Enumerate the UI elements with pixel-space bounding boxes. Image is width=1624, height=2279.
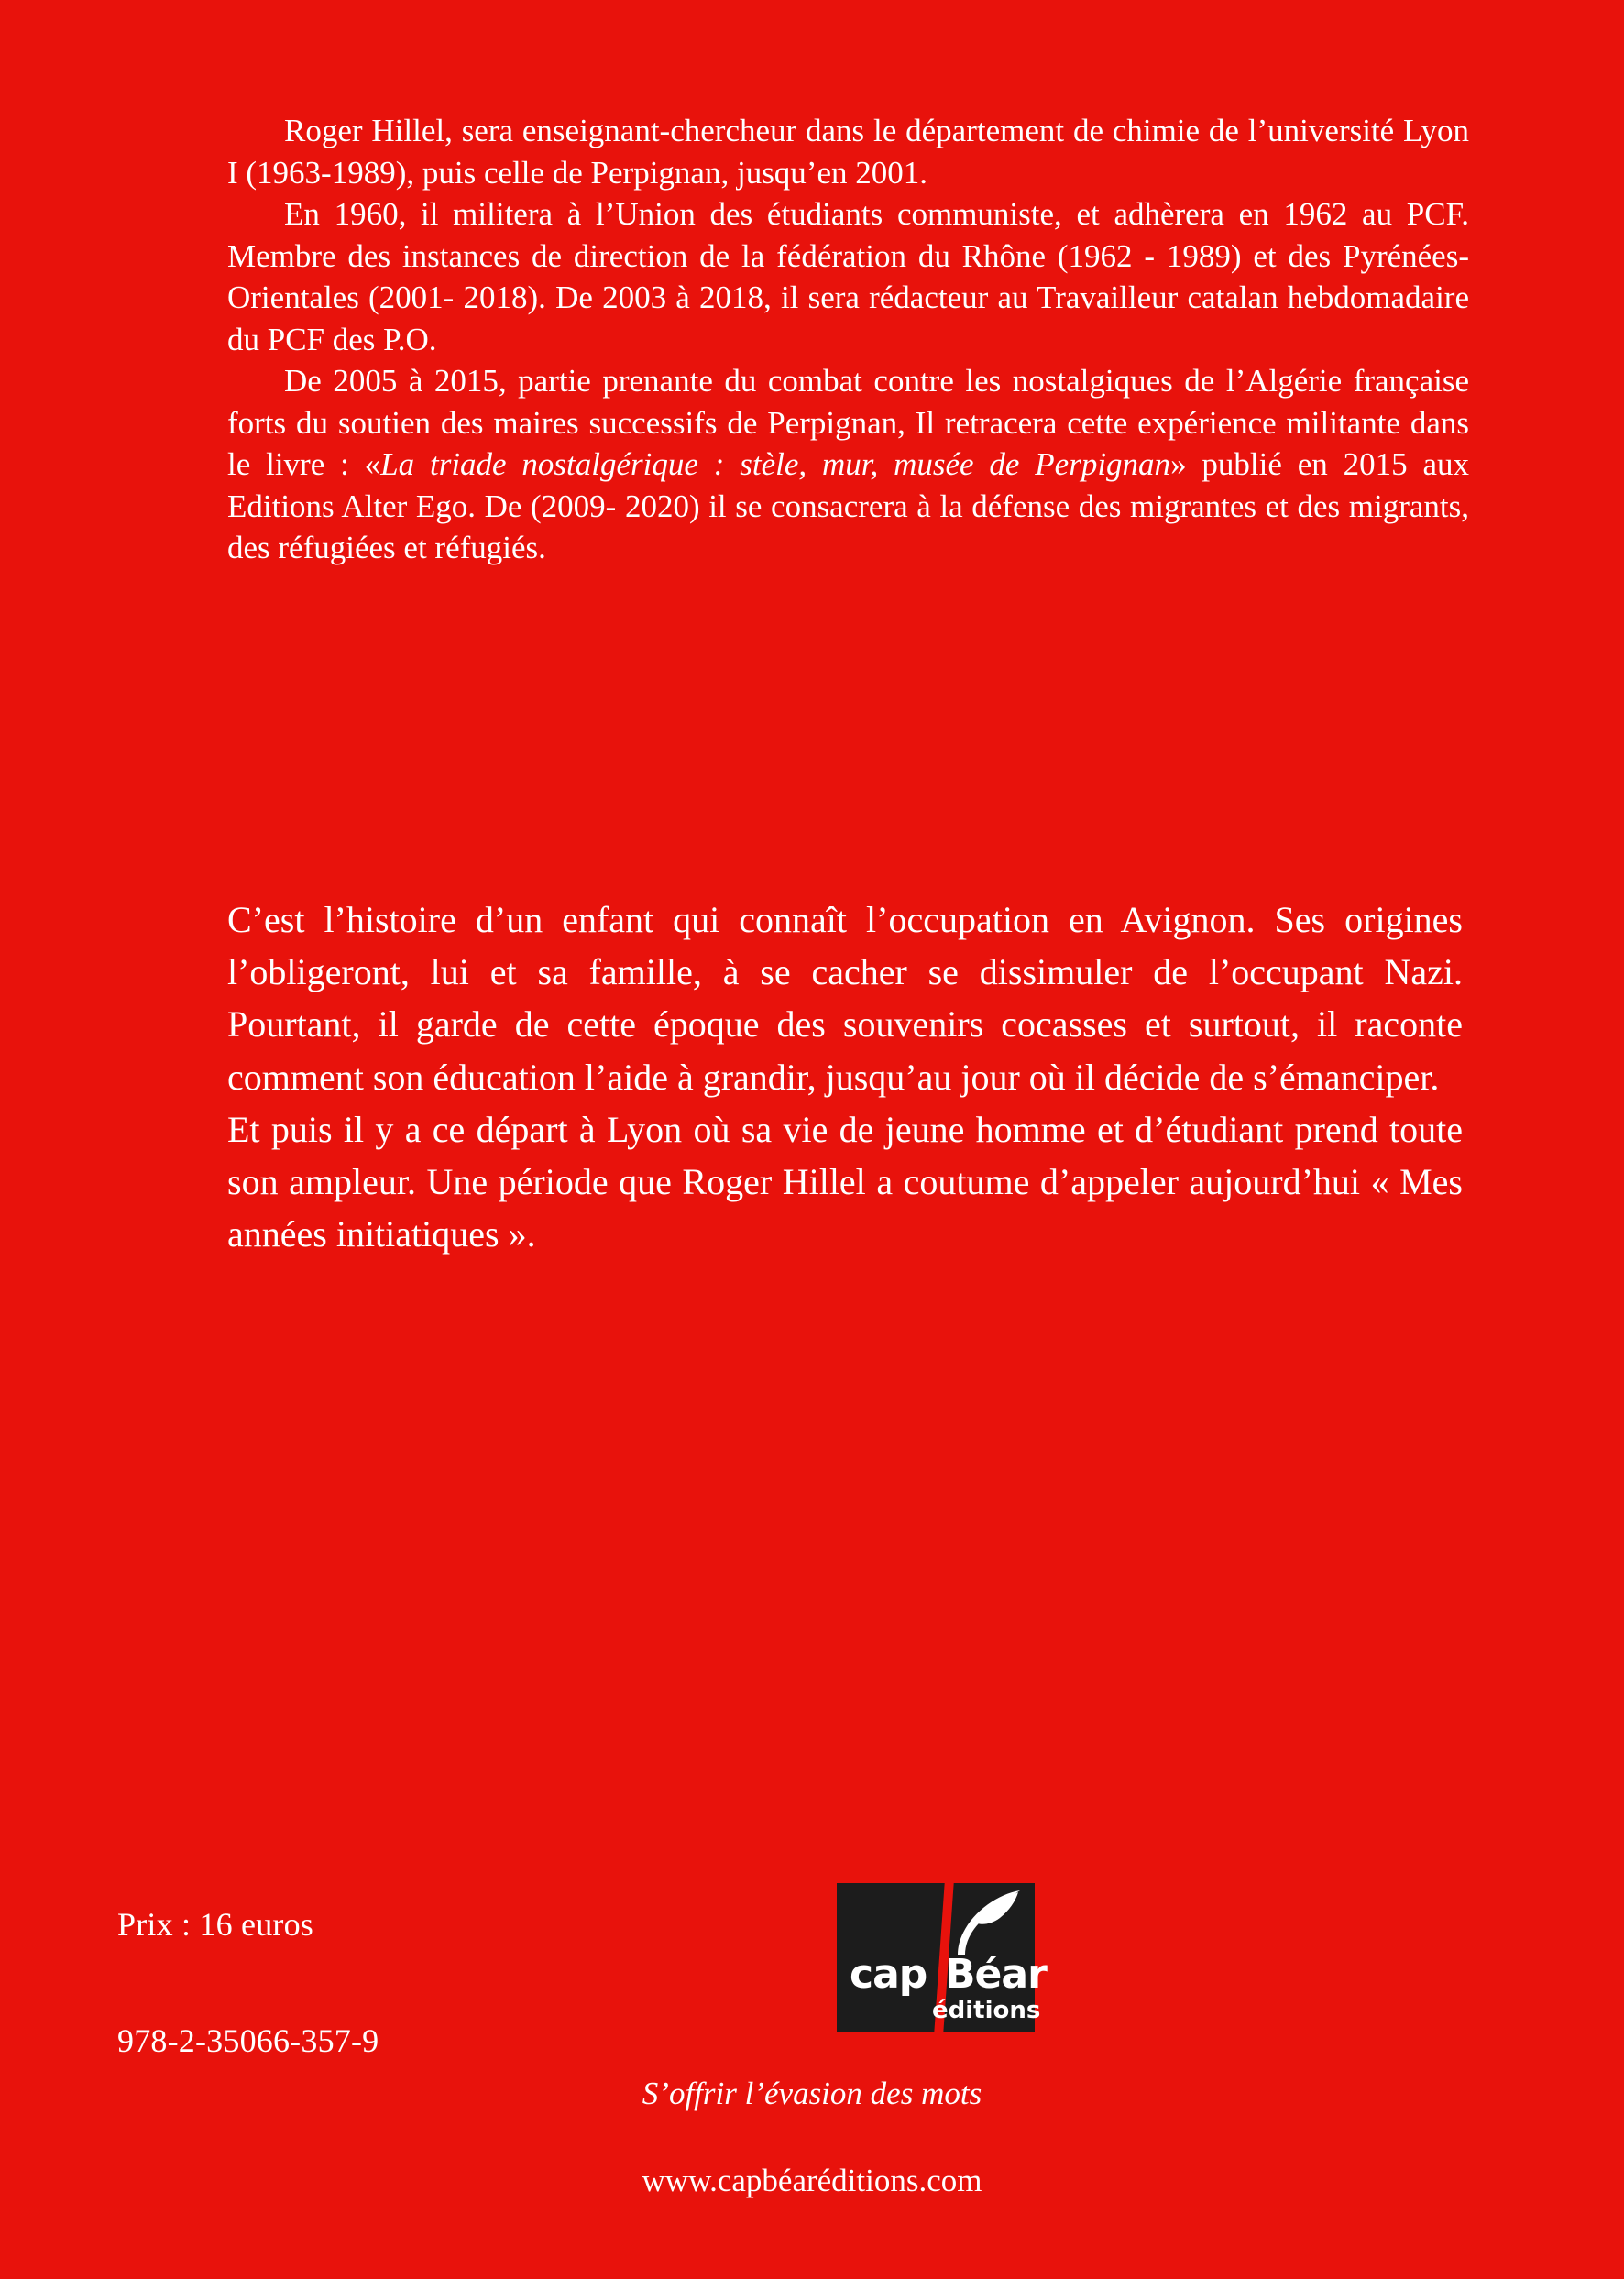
logo-word-cap: cap <box>850 1951 927 1998</box>
synopsis-block <box>227 893 1463 1260</box>
book-title-italic: La triade nostalgérique : stèle, mur, musée de Perpignan <box>380 446 1171 482</box>
publisher-website[interactable]: www.capbéaréditions.com <box>642 2163 982 2198</box>
biography-paragraph-2: En 1960, il militera à l’Union des étudiants communiste, et adhèrera en 1962 au PCF. Membre des instances de direction de la fédération du Rhône (1962 - 1989) et des Pyrénées-Orientales (2001- 2018). De 2003 à 2018, il sera rédacteur au Travailleur catalan hebdomadaire du PCF des P.O. <box>227 196 1469 357</box>
biography-paragraph-3-after: » publié en 2015 aux Editions Alter Ego. De (2009- 2020) il se consacrera à la défense des migrantes et des migrants, des réfugiées et réfugiés. <box>227 446 1469 565</box>
biography-paragraph-1: Roger Hillel, sera enseignant-chercheur dans le département de chimie de l’université Lyon I (1963-1989), puis celle de Perpignan, jusqu’en 2001. <box>227 113 1469 191</box>
price-label: Prix : 16 euros <box>117 1906 313 1943</box>
publisher-logo <box>837 1883 1047 2057</box>
logo-word-editions: éditions <box>932 1997 1041 2024</box>
publisher-tagline: S’offrir l’évasion des mots <box>642 2076 982 2111</box>
logo-word-bear: Béar <box>945 1951 1047 1998</box>
isbn-label: 978-2-35066-357-9 <box>117 2022 379 2059</box>
synopsis-paragraph-2: Et puis il y a ce départ à Lyon où sa vie de jeune homme et d’étudiant prend toute son ampleur. Une période que Roger Hillel a coutume d’appeler aujourd’hui « Mes années initiatiques ». <box>227 1108 1463 1255</box>
biography-paragraph-3-before: De 2005 à 2015, partie prenante du combat contre les nostalgiques de l’Algérie française forts du soutien des maires successifs de Perpignan, Il retracera cette expérience militante dans le livre : « <box>227 363 1469 482</box>
synopsis-paragraph-1: C’est l’histoire d’un enfant qui connaît l’occupation en Avignon. Ses origines l’obligeront, lui et sa famille, à se cacher se dissimuler de l’occupant Nazi. Pourtant, il garde de cette époque des souvenirs cocasses et surtout, il raconte comment son éducation l’aide à grandir, jusqu’au jour où il décide de s’émanciper. <box>227 899 1463 1098</box>
biography-paragraph-3 <box>227 360 1469 569</box>
biography-block <box>227 110 1469 569</box>
